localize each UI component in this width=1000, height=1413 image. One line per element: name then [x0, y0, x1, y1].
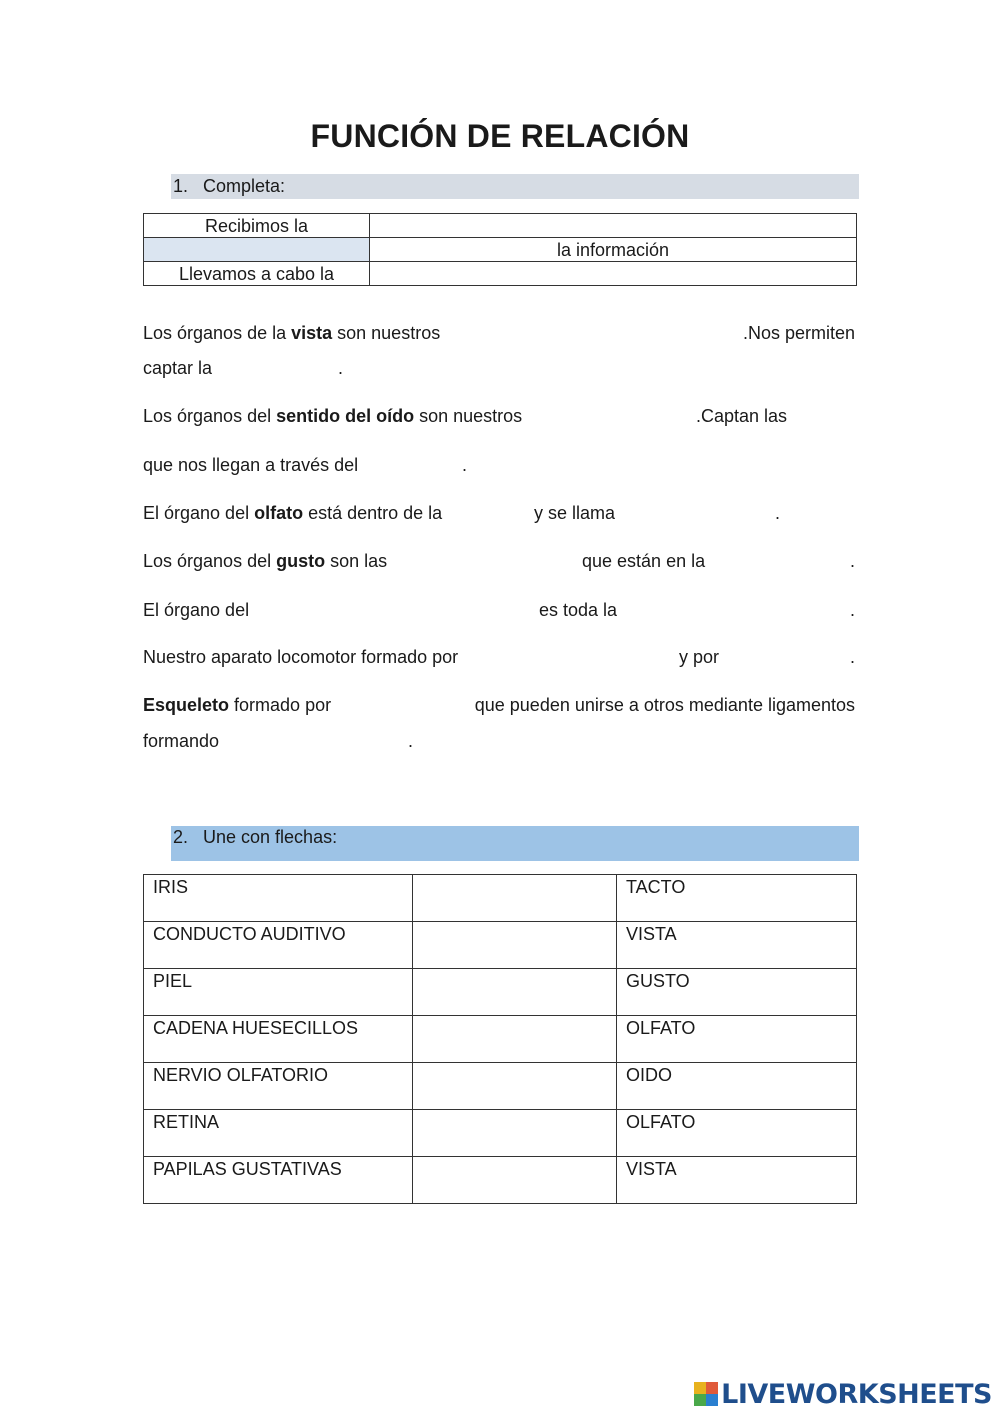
left-term[interactable]: PAPILAS GUSTATIVAS — [144, 1157, 413, 1204]
text: formando — [143, 731, 220, 751]
table-row — [144, 262, 857, 286]
arrow-area[interactable] — [413, 969, 617, 1016]
left-term[interactable]: CADENA HUESECILLOS — [144, 1016, 413, 1063]
left-term[interactable]: IRIS — [144, 875, 413, 922]
right-term[interactable]: VISTA — [617, 922, 857, 969]
text: . — [850, 647, 856, 667]
text: son nuestros — [414, 406, 523, 426]
right-term[interactable]: VISTA — [617, 1157, 857, 1204]
left-term[interactable]: PIEL — [144, 969, 413, 1016]
text: y se llama — [534, 503, 616, 523]
logo-square — [694, 1382, 706, 1394]
sentence-esqueleto — [143, 695, 331, 716]
text: que están en la — [582, 551, 706, 571]
text: . — [462, 455, 468, 475]
text: .Captan las — [696, 406, 788, 426]
section-2-label: Une con flechas: — [203, 827, 338, 847]
sentence-gusto — [143, 551, 387, 572]
answer-cell[interactable] — [370, 214, 857, 238]
arrow-area[interactable] — [413, 922, 617, 969]
arrow-area[interactable] — [413, 875, 617, 922]
arrow-area[interactable] — [413, 1016, 617, 1063]
left-term[interactable]: NERVIO OLFATORIO — [144, 1063, 413, 1110]
table-cell-label: la información — [370, 238, 857, 262]
table-row — [144, 969, 857, 1016]
sentence-olfato — [143, 503, 442, 524]
text: Los órganos del — [143, 551, 277, 571]
text: El órgano del — [143, 503, 255, 523]
keyword: sentido del oído — [276, 406, 415, 426]
right-term[interactable]: OLFATO — [617, 1016, 857, 1063]
right-term[interactable]: GUSTO — [617, 969, 857, 1016]
answer-cell[interactable] — [370, 262, 857, 286]
matching-table — [143, 874, 857, 1204]
text: es toda la — [539, 600, 618, 620]
logo-square — [706, 1382, 718, 1394]
text: son las — [325, 551, 388, 571]
text: . — [338, 358, 344, 378]
text: Nuestro aparato locomotor formado por — [143, 647, 459, 667]
page-title: FUNCIÓN DE RELACIÓN — [310, 118, 690, 154]
section-1-label: Completa: — [203, 176, 286, 196]
left-term[interactable]: RETINA — [144, 1110, 413, 1157]
table-row — [144, 1110, 857, 1157]
logo-square — [706, 1394, 718, 1406]
table-row — [144, 875, 857, 922]
table-row — [144, 922, 857, 969]
section-1-number: 1. — [173, 176, 189, 196]
logo-icon — [694, 1382, 718, 1406]
text: .Nos permiten — [742, 323, 855, 343]
keyword: vista — [291, 323, 333, 343]
sentence-vista — [143, 323, 440, 344]
table-cell-label: Llevamos a cabo la — [144, 262, 370, 286]
text: captar la — [143, 358, 213, 378]
logo-text: LIVEWORKSHEETS — [721, 1378, 992, 1410]
right-term[interactable]: OIDO — [617, 1063, 857, 1110]
section-2-number: 2. — [173, 827, 189, 847]
sentence-oido — [143, 406, 522, 427]
table-cell-label: Recibimos la — [144, 214, 370, 238]
logo-square — [694, 1394, 706, 1406]
text: formado por — [229, 695, 332, 715]
section-1-header — [171, 174, 859, 199]
arrow-area[interactable] — [413, 1157, 617, 1204]
text: El órgano del — [143, 600, 250, 620]
arrow-area[interactable] — [413, 1110, 617, 1157]
arrow-area[interactable] — [413, 1063, 617, 1110]
text: . — [775, 503, 781, 523]
text: está dentro de la — [303, 503, 443, 523]
table-row — [144, 238, 857, 262]
text: . — [408, 731, 414, 751]
left-term[interactable]: CONDUCTO AUDITIVO — [144, 922, 413, 969]
keyword: olfato — [254, 503, 304, 523]
text: que nos llegan a través del — [143, 455, 359, 475]
right-term[interactable]: TACTO — [617, 875, 857, 922]
section-2-header — [171, 826, 859, 861]
table-row — [144, 1157, 857, 1204]
right-term[interactable]: OLFATO — [617, 1110, 857, 1157]
complete-table — [143, 213, 857, 286]
keyword: gusto — [276, 551, 326, 571]
table-row — [144, 214, 857, 238]
table-row — [144, 1063, 857, 1110]
text: que pueden unirse a otros mediante ligamentos — [474, 695, 855, 715]
keyword: Esqueleto — [143, 695, 230, 715]
text: Los órganos del — [143, 406, 277, 426]
answer-cell[interactable] — [144, 238, 370, 262]
text: y por — [679, 647, 720, 667]
liveworksheets-logo — [694, 1379, 992, 1409]
table-row — [144, 1016, 857, 1063]
text: . — [850, 551, 856, 571]
text: . — [850, 600, 856, 620]
text: son nuestros — [332, 323, 441, 343]
text: Los órganos de la — [143, 323, 292, 343]
